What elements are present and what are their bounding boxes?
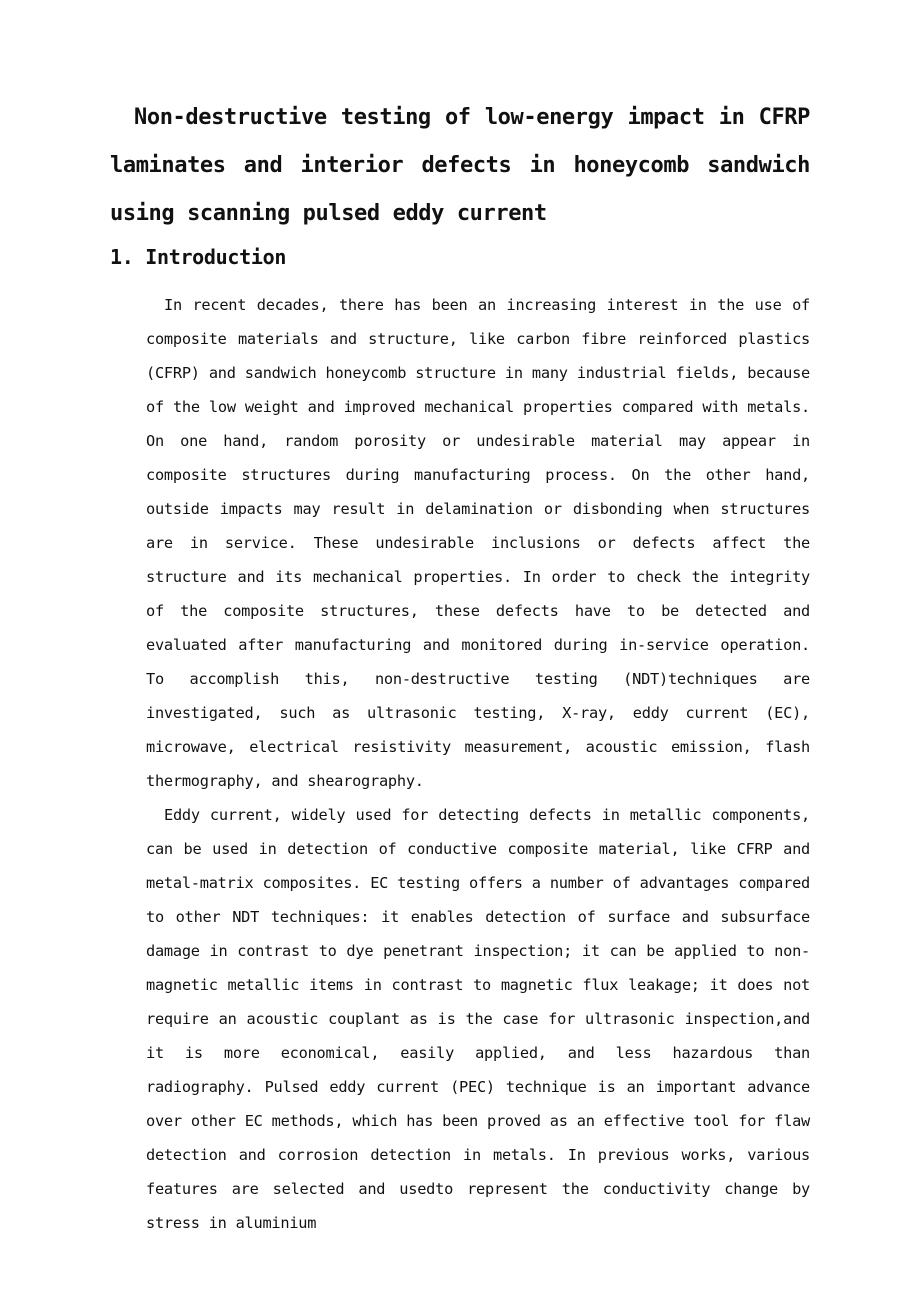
section-heading: 1. Introduction <box>110 245 287 269</box>
paragraph: Eddy current, widely used for detecting defects in metallic components, can be used in detection of conductive composite material, like CFRP and metal‑matrix composites. EC testing offers a number of advantages compared to other NDT techniques: it enables detection of surface and subsurface damage in contrast to dye penetrant inspection; it can be applied to non-magnetic metallic items in contrast to magnetic flux leakage; it does not require an acoustic couplant as is the case for ultrasonic inspection,and it is more economical, easily applied, and less hazardous than radiography. Pulsed eddy current (PEC) technique is an important advance over other EC methods, which has been proved as an effective tool for flaw detection and corrosion detection in metals. In previous works, various features are selected and usedto represent the conductivity change by stress in aluminium <box>146 806 810 1232</box>
section-body <box>146 288 810 1240</box>
paper-title: Non-destructive testing of low-energy impact in CFRP laminates and interior defects in honeycomb sandwich using scanning pulsed eddy current <box>110 105 810 226</box>
paragraph: In recent decades, there has been an increasing interest in the use of composite materials and structure, like carbon fibre reinforced plastics (CFRP) and sandwich honeycomb structure in many industrial fields, because of the low weight and improved mechanical properties compared with metals. On one hand, random porosity or undesirable material may appear in composite structures during manufacturing process. On the other hand, outside impacts may result in delamination or disbonding when structures are in service. These undesirable inclusions or defects affect the structure and its mechanical properties. In order to check the integrity of the composite structures, these defects have to be detected and evaluated after manufacturing and monitored during in-service operation. To accomplish this, non-destructive testing (NDT)techniques are investigated, such as ultrasonic testing, X-ray, eddy current (EC), microwave, electrical resistivity measurement, acoustic emission, flash thermography, and shearography. <box>146 296 810 790</box>
